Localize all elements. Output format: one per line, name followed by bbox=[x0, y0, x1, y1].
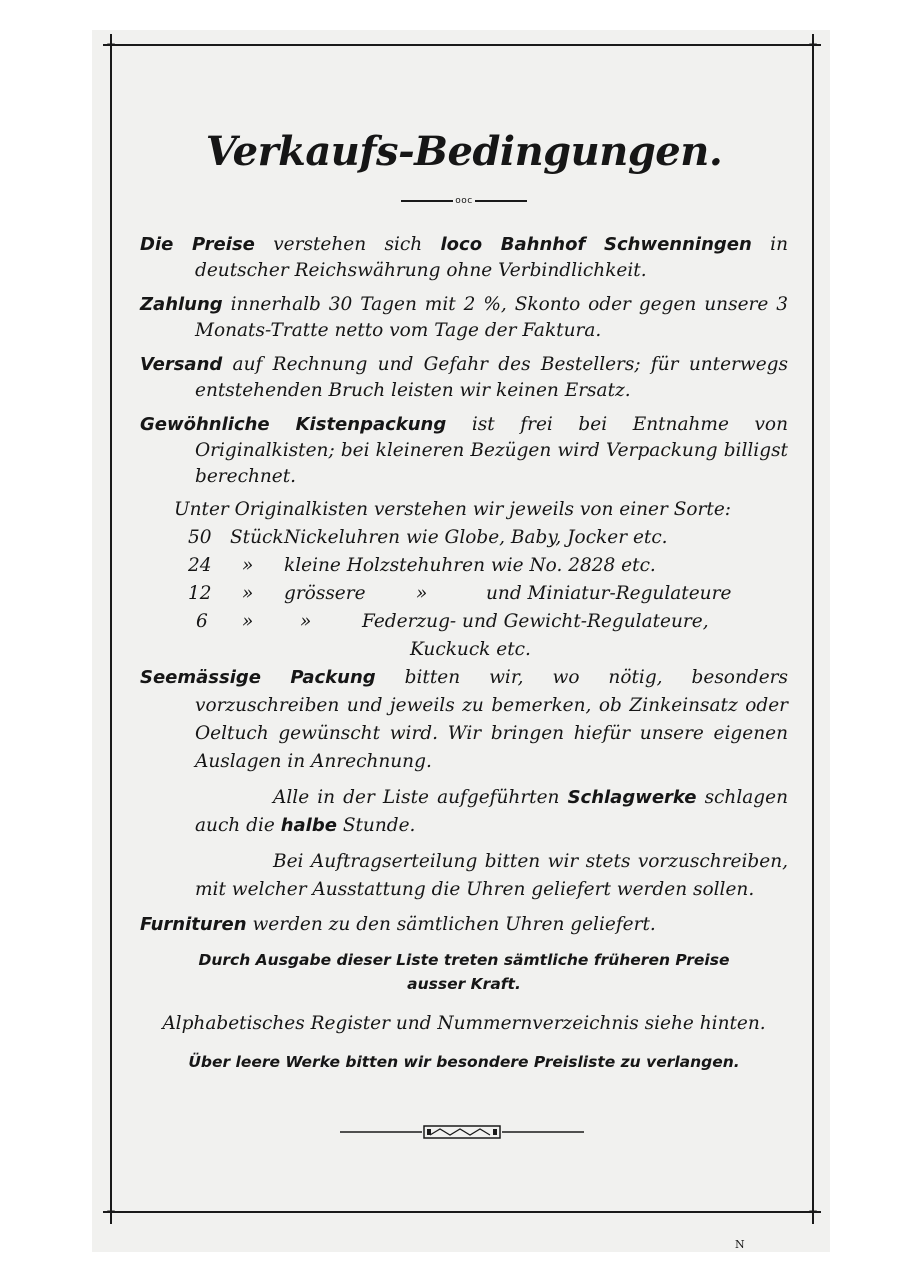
box-unit: Stück bbox=[230, 527, 284, 548]
box-description: Federzug- und Gewicht-Regulateure, bbox=[362, 611, 709, 632]
condition-strike bbox=[140, 784, 788, 840]
condition-payment bbox=[140, 292, 788, 344]
box-quantity: 6 bbox=[196, 611, 208, 632]
page-mark: N bbox=[735, 1238, 745, 1251]
original-box-row bbox=[140, 524, 788, 552]
notice-empty-works: Über leere Werke bitten wir besondere Preisliste zu verlangen. bbox=[188, 1053, 740, 1071]
ditto-mark: » bbox=[242, 555, 254, 576]
bottom-ornament bbox=[340, 1122, 584, 1142]
corner-cross-icon: + bbox=[106, 1204, 117, 1218]
frame-bottom-rule bbox=[103, 1211, 821, 1213]
condition-text: Alle in der Liste aufgeführten bbox=[273, 787, 568, 808]
keyword-shipping: Versand bbox=[140, 354, 223, 375]
condition-packing bbox=[140, 412, 788, 490]
original-boxes-intro: Unter Originalkisten verstehen wir jeweils von einer Sorte: bbox=[174, 499, 731, 520]
condition-text: schlagen auch die bbox=[195, 787, 788, 836]
ditto-mark: » bbox=[242, 583, 254, 604]
frame-right-rule bbox=[812, 34, 814, 1224]
condition-text: werden zu den sämtlichen Uhren geliefert. bbox=[246, 914, 656, 935]
ornament-line bbox=[401, 200, 453, 202]
ditto-mark: » bbox=[242, 611, 254, 632]
original-box-row bbox=[140, 580, 788, 608]
keyword-sea-packing: Seemässige Packung bbox=[140, 667, 376, 688]
box-description: grössere bbox=[284, 583, 366, 604]
condition-prices bbox=[140, 232, 788, 284]
keyword-strike: Schlagwerke bbox=[567, 787, 697, 808]
box-quantity: 12 bbox=[188, 583, 212, 604]
title-ornament bbox=[140, 194, 788, 208]
box-description: kleine Holzstehuhren wie No. 2828 etc. bbox=[284, 555, 656, 576]
keyword-furniture: Furnituren bbox=[140, 914, 247, 935]
keyword-half: halbe bbox=[280, 815, 337, 836]
original-box-row bbox=[140, 608, 788, 636]
ditto-mark: » bbox=[300, 611, 312, 632]
keyword-payment: Zahlung bbox=[140, 294, 223, 315]
original-box-row bbox=[140, 636, 788, 664]
register-note: Alphabetisches Register und Nummernverzeichnis siehe hinten. bbox=[162, 1013, 766, 1034]
condition-text: auf Rechnung und Gefahr des Bestellers; für unterwegs entstehenden Bruch leisten wir keinen Ersatz. bbox=[195, 354, 788, 401]
ornament-rings-icon: ooc bbox=[455, 196, 473, 206]
original-box-row bbox=[140, 552, 788, 580]
condition-text: ist frei bei Entnahme von Originalkisten; bei kleineren Bezügen wird Verpackung billigst berechnet. bbox=[195, 414, 788, 487]
box-description: Kuckuck etc. bbox=[410, 639, 531, 660]
ditto-mark: » bbox=[416, 583, 428, 604]
condition-order: Bei Auftragserteilung bitten wir stets vorzuschreiben, mit welcher Ausstattung die Uhren geliefert werden sollen. bbox=[195, 851, 788, 900]
keyword-prices: Die Preise bbox=[140, 234, 255, 255]
notice-prices-void: Durch Ausgabe dieser Liste treten sämtliche früheren Preise ausser Kraft. bbox=[198, 951, 730, 993]
condition-furniture bbox=[140, 912, 788, 938]
keyword-packing: Gewöhnliche Kistenpackung bbox=[140, 414, 447, 435]
corner-cross-icon: + bbox=[808, 1204, 819, 1218]
condition-text: bitten wir, wo nötig, besonders vorzuschreiben und jeweils zu bemerken, ob Zinkeinsatz oder Oeltuch gewünscht wird. Wir bringen hiefür unsere eigenen Auslagen in Anrechnung. bbox=[195, 667, 788, 772]
condition-text: innerhalb 30 Tagen mit 2 %, Skonto oder gegen unsere 3 Monats-Tratte netto vom Tage der Faktura. bbox=[195, 294, 788, 341]
condition-sea-packing bbox=[140, 664, 788, 776]
document-body bbox=[140, 100, 788, 1074]
condition-text: verstehen sich bbox=[254, 234, 441, 255]
corner-cross-icon: + bbox=[808, 37, 819, 51]
page-title: Verkaufs-Bedingungen. bbox=[205, 128, 723, 175]
keyword-location: loco Bahnhof Schwenningen bbox=[440, 234, 752, 255]
box-quantity: 24 bbox=[188, 555, 212, 576]
box-quantity: 50 bbox=[188, 527, 212, 548]
box-description: und Miniatur-Regulateure bbox=[486, 583, 732, 604]
corner-cross-icon: + bbox=[106, 37, 117, 51]
ornament-line bbox=[475, 200, 527, 202]
frame-left-rule bbox=[110, 34, 112, 1224]
frame-top-rule bbox=[103, 44, 821, 46]
box-description: Nickeluhren wie Globe, Baby, Jocker etc. bbox=[284, 527, 668, 548]
condition-text: in deutscher Reichswährung ohne Verbindlichkeit. bbox=[195, 234, 789, 281]
condition-text: Stunde. bbox=[336, 815, 416, 836]
condition-shipping bbox=[140, 352, 788, 404]
